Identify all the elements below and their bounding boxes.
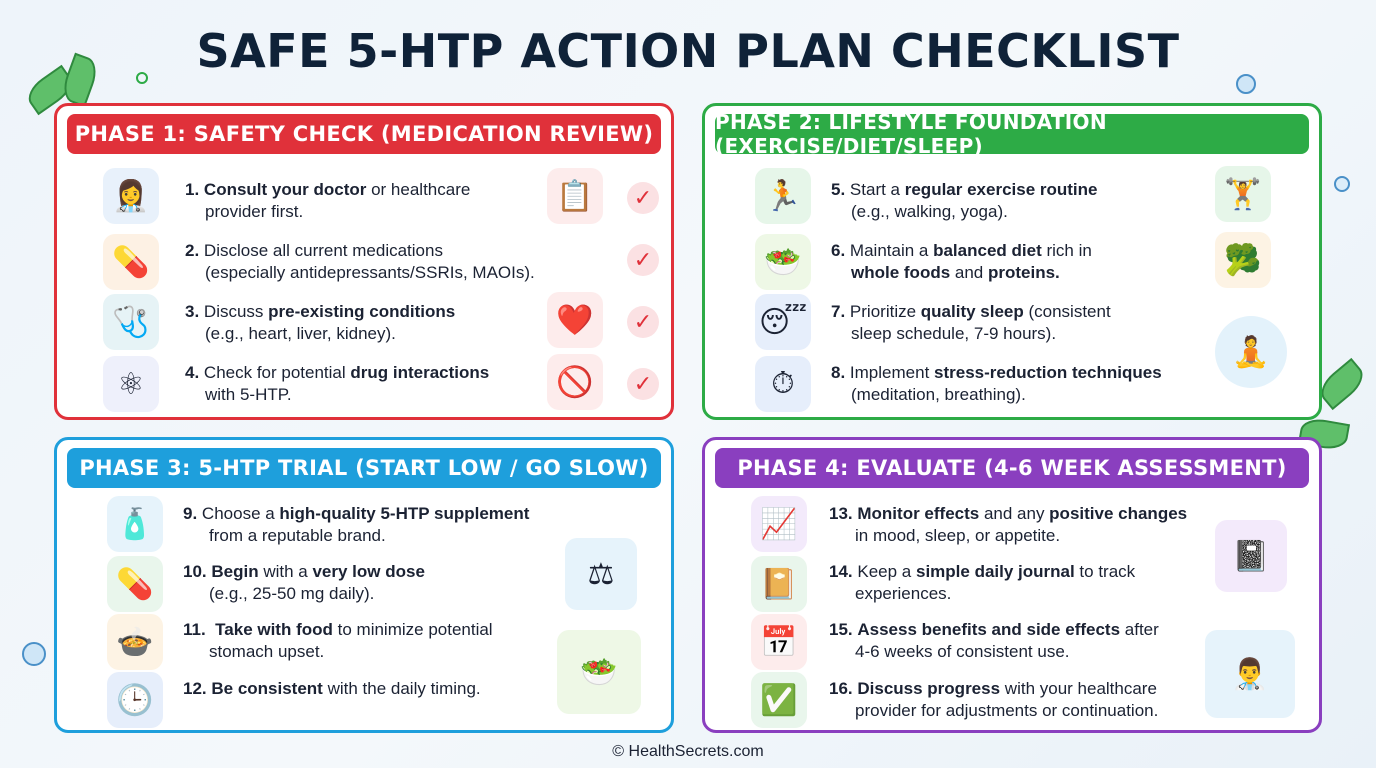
heart-check-icon: ❤️ [547,292,603,348]
phase-2-item-5: 5. Start a regular exercise routine (e.g., walking, yoga). [831,180,1098,221]
check-icon[interactable]: ✓ [627,368,659,400]
doctor-consult-icon: 👨‍⚕️ [1205,630,1295,718]
check-icon[interactable]: ✓ [627,306,659,338]
molecule-block-icon: ⚛ [103,356,159,412]
bubble-decoration [1334,176,1350,192]
supplement-bottle-icon: 🧴 [107,496,163,552]
phase-2-item-8: 8. Implement stress-reduction techniques (meditation, breathing). [831,363,1162,404]
clipboard-warning-icon: 📋 [547,168,603,224]
page-title: SAFE 5-HTP ACTION PLAN CHECKLIST [196,24,1180,78]
runner-icon: 🏃 [755,168,811,224]
phase-2-panel [702,103,1322,420]
phase-4-item-15: 15. Assess benefits and side effects after 4-6 weeks of consistent use. [829,620,1159,661]
notebook-pen-icon: 📓 [1215,520,1287,592]
phase-1-heading: PHASE 1: SAFETY CHECK (MEDICATION REVIEW) [67,114,661,154]
food-group-icon: 🥦 [1215,232,1271,288]
woman-eating-icon: 🥗 [557,630,641,714]
phase-2-heading: PHASE 2: LIFESTYLE FOUNDATION (EXERCISE/DIET/SLEEP) [715,114,1309,154]
phase-4-item-16: 16. Discuss progress with your healthcare provider for adjustments or continuation. [829,679,1159,720]
leaf-decoration [1315,358,1370,410]
checklist-icon: ✅ [751,672,807,728]
eating-person-icon: 🍲 [107,614,163,670]
phase-2-item-7: 7. Prioritize quality sleep (consistent sleep schedule, 7-9 hours). [831,302,1111,343]
phase-4-panel [702,437,1322,733]
calendar-icon: 📅 [751,614,807,670]
phase-3-item-12: 12. Be consistent with the daily timing. [183,679,481,698]
phase-1-panel [54,103,674,420]
healthy-plate-icon: 🥗 [755,234,811,290]
clock-icon: 🕒 [107,672,163,728]
clock-cycle-icon: ⏱ [755,356,811,412]
phase-3-heading: PHASE 3: 5-HTP TRIAL (START LOW / GO SLOW) [67,448,661,488]
molecule-warning-icon: 🚫 [547,354,603,410]
check-icon[interactable]: ✓ [627,244,659,276]
phase-2-item-6: 6. Maintain a balanced diet rich in whole foods and proteins. [831,241,1092,282]
phase-1-item-1: 1. Consult your doctor or healthcare provider first. [185,180,471,221]
scale-pill-icon: ⚖ [565,538,637,610]
check-icon[interactable]: ✓ [627,182,659,214]
phase-3-item-10: 10. Begin with a very low dose (e.g., 25-50 mg daily). [183,562,425,603]
monitor-chart-icon: 📈 [751,496,807,552]
phase-1-item-2: 2. Disclose all current medications (especially antidepressants/SSRIs, MAOIs). [185,241,535,282]
phase-3-panel [54,437,674,733]
dumbbell-icon: 🏋 [1215,166,1271,222]
health-conditions-icon: 🩺 [103,294,159,350]
sleep-icon: 😴 [755,294,811,350]
journal-icon: 📔 [751,556,807,612]
phase-4-heading: PHASE 4: EVALUATE (4-6 WEEK ASSESSMENT) [715,448,1309,488]
bubble-decoration [22,642,46,666]
meditation-icon: 🧘 [1215,316,1287,388]
medications-warning-icon: 💊 [103,234,159,290]
pill-bottle-icon: 💊 [107,556,163,612]
doctor-patient-icon: 👩‍⚕️ [103,168,159,224]
phase-3-item-9: 9. Choose a high-quality 5-HTP supplement from a reputable brand. [183,504,530,545]
phase-4-item-14: 14. Keep a simple daily journal to track experiences. [829,562,1136,603]
phase-4-item-13: 13. Monitor effects and any positive changes in mood, sleep, or appetite. [829,504,1188,545]
phase-1-item-4: 4. Check for potential drug interactions with 5-HTP. [185,363,490,404]
phase-3-item-11: 11. Take with food to minimize potential stomach upset. [183,620,493,661]
phase-1-item-3: 3. Discuss pre-existing conditions (e.g., heart, liver, kidney). [185,302,456,343]
copyright-footer: © HealthSecrets.com [612,743,764,760]
